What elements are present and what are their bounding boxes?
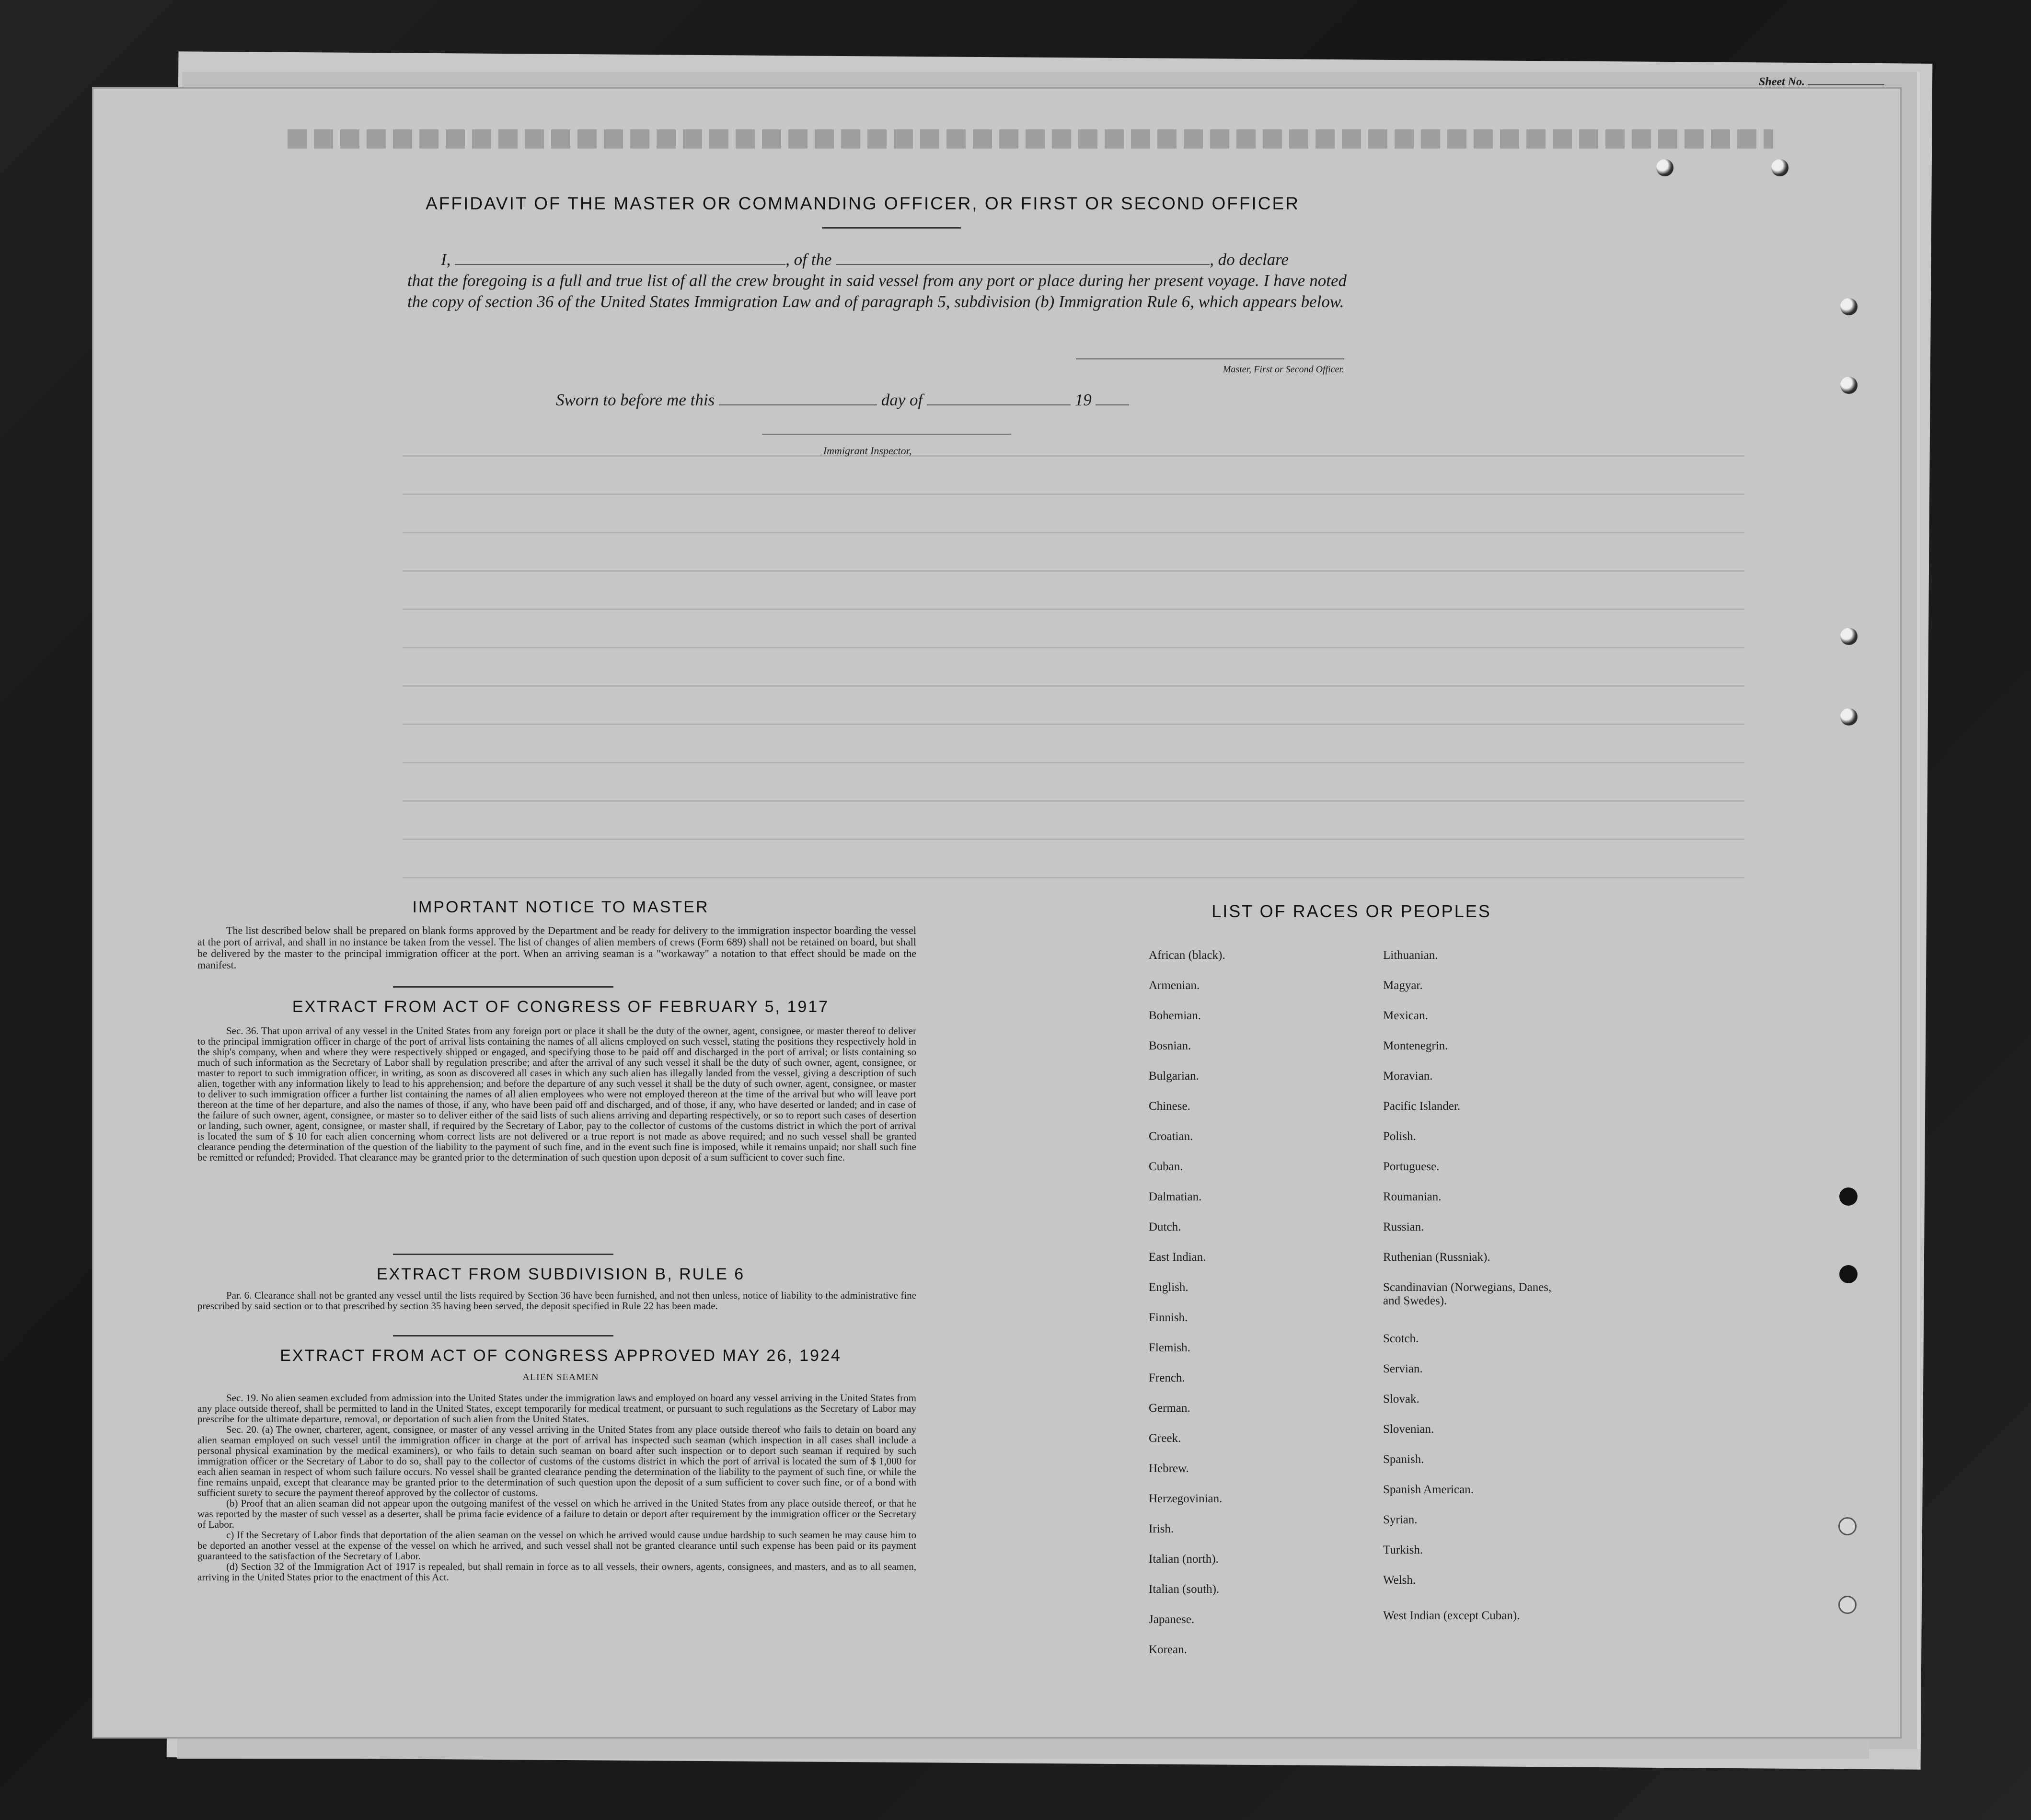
race-item: Turkish. xyxy=(1383,1544,1423,1556)
paragraph-6-text: Par. 6. Clearance shall not be granted any vessel until the lists required by Section 36 have been furnished, and not then unless, notice of liability to the administrative fine prescribed by said section or to that prescribed by section 35 having been served, the deposit specified in Rule 22 has been made. xyxy=(197,1290,916,1312)
punch-hole-icon xyxy=(1771,159,1789,176)
race-item: Chinese. xyxy=(1149,1100,1190,1113)
race-item: Flemish. xyxy=(1149,1341,1190,1354)
race-item: Italian (north). xyxy=(1149,1553,1219,1566)
race-item: Mexican. xyxy=(1383,1009,1428,1022)
race-item: Montenegrin. xyxy=(1383,1039,1448,1052)
section-36-text: Sec. 36. That upon arrival of any vessel in the United States from any foreign port or place it shall be the duty of the owner, agent, consignee, or master thereof to deliver to the principal immigration officer in charge of the port of arrival lists containing the names of all aliens employed on such vessel, stating the positions they respectively hold in the ship's company, when and where they were respectively shipped or engaged, and specifying those to be paid off and discharged in the port of arrival; or lists containing so much of such information as the Secretary of Labor shall by regulation prescribe; and after the arrival of any such vessel it shall be the duty of such owner, agent, consignee, or master to report to such immigration officer, in writing, as soon as discovered all cases in which any such alien has illegally landed from the vessel, giving a description of such alien, together with any information likely to lead to his apprehension; and before the departure of any such vessel it shall be the duty of such owner, agent, consignee, or master to deliver to such immigration officer a further list containing the names of all alien employees who were not employed thereon at the time of the arrival but who will leave port thereon at the time of her departure, and also the names of those, if any, who have been paid off and discharged, and of those, if any, who have deserted or landed; and in case of the failure of such owner, agent, consignee, or master so to deliver either of the said lists of such aliens arriving and departing respectively, or so to report such cases of desertion or landing, such owner, agent, consignee, or master shall, if required by the Secretary of Labor, pay to the collector of customs of the customs district in which the port of arrival is located the sum of $ 10 for each alien concerning whom correct lists are not delivered or a true report is not made as above required; and no such vessel shall be granted clearance pending the determination of the question of the liability to the payment of such fine, and in the event such fine is imposed, while it remains unpaid; nor shall such fine be remitted or refunded; Provided. That clearance may be granted prior to the determination of such question upon deposit of a sum sufficient to cover such fine. xyxy=(197,1025,916,1163)
notice-body: The list described below shall be prepared on blank forms approved by the Department and be ready for delivery to the immigration inspector boarding the vessel at the port of arrival, and shall in no instance be taken from the vessel. The list of changes of alien members of crews (Form 689) shall not be retained on board, but shall be delivered by the master to the principal immigration officer at the port. When an arriving seaman is a "workaway" a notation to that effect should be made on the manifest. xyxy=(197,924,916,971)
race-item: Bohemian. xyxy=(1149,1009,1201,1022)
race-item: Syrian. xyxy=(1383,1513,1418,1526)
signature-label: Master, First or Second Officer. xyxy=(1223,364,1344,375)
section-20b-text: (b) Proof that an alien seaman did not appear upon the outgoing manifest of the vessel on which he arrived in the United States from any place outside thereof, or that he was reported by the master of such vessel as a deserter, shall be prima facie evidence of a failure to detain or deport after requirement by the immigration officer or the Secretary of Labor. xyxy=(197,1497,916,1530)
race-item: Dutch. xyxy=(1149,1221,1181,1233)
section-divider xyxy=(393,1335,613,1336)
sworn-month-field[interactable] xyxy=(927,390,1071,405)
race-item: Korean. xyxy=(1149,1643,1187,1656)
signature-line[interactable] xyxy=(1076,358,1344,359)
extract-rule6-title: EXTRACT FROM SUBDIVISION B, RULE 6 xyxy=(376,1265,745,1283)
race-item: African (black). xyxy=(1149,949,1225,962)
year-prefix: 19 xyxy=(1074,391,1092,409)
section-19-text: Sec. 19. No alien seamen excluded from admission into the United States under the immigration laws and employed on board any vessel arriving in the United States from any place outside thereof, shall be permitted to land in the United States, except temporarily for medical treatment, or pursuant to such regulations as the Secretary of Labor may prescribe for the ultimate departure, removal, or deportation of such alien from the United States. xyxy=(197,1392,916,1425)
declaration-first-line xyxy=(407,249,1347,270)
race-item: Dalmatian. xyxy=(1149,1190,1202,1203)
race-item: Spanish American. xyxy=(1383,1483,1474,1496)
race-item: Polish. xyxy=(1383,1130,1416,1143)
alien-seamen-subtitle: ALIEN SEAMEN xyxy=(522,1372,599,1382)
race-item: Herzegovinian. xyxy=(1149,1492,1223,1505)
race-item: Scotch. xyxy=(1383,1332,1419,1345)
day-of-label: day of xyxy=(881,391,923,409)
extract-1924-title: EXTRACT FROM ACT OF CONGRESS APPROVED MAY 26, 1924 xyxy=(280,1347,842,1365)
punch-hole-icon xyxy=(1838,1517,1857,1535)
race-item: Croatian. xyxy=(1149,1130,1193,1143)
section-20c-text: c) If the Secretary of Labor finds that deportation of the alien seaman on the vessel on which he arrived would cause undue hardship to such seamen he may cause him to be deported an another vessel at the expense of the vessel on which he arrived, and such vessel shall not be granted clearance until such expense has been paid or its payment guaranteed to the satisfaction of the Secretary of Labor. xyxy=(197,1529,916,1562)
do-declare-label: , do declare xyxy=(1210,250,1289,269)
race-item: Finnish. xyxy=(1149,1311,1188,1324)
section-divider xyxy=(393,1254,613,1255)
of-the-label: , of the xyxy=(785,250,832,269)
punch-hole-icon xyxy=(1840,708,1858,726)
bleed-through-header xyxy=(288,129,1773,149)
section-20a-text: Sec. 20. (a) The owner, charterer, agent, consignee, or master of any vessel arriving in the United States from any place outside thereof who fails to detain on board any alien seaman employed on such vessel until the immigration officer in charge at the port of arrival has inspected such seaman (which inspection in all cases shall include a personal physical examination by the medical examiners), or who fails to detain such seaman on board after such inspection or to deport such seaman if required by such immigration officer or the Secretary of Labor to do so, shall pay to the collector of customs of the customs district in which the port of arrival is located the sum of $ 1,000 for each alien seaman in respect of whom such failure occurs. No vessel shall be granted clearance pending the determination of the liability to the payment of such fine, or while the fine remains unpaid, except that clearance may be granted prior to the determination of such question upon the deposit of a sum sufficient to cover such fine, or of a bond with sufficient surety to secure the payment thereof approved by the collector of customs. xyxy=(197,1424,916,1498)
punch-hole-icon xyxy=(1656,159,1673,176)
race-item: Bulgarian. xyxy=(1149,1070,1199,1083)
section-divider xyxy=(393,986,613,988)
sheet-number-blank xyxy=(1808,84,1884,85)
race-item: Armenian. xyxy=(1149,979,1200,992)
race-item: West Indian (except Cuban). xyxy=(1383,1609,1520,1622)
affidavit-title: AFFIDAVIT OF THE MASTER OR COMMANDING OFFICER, OR FIRST OR SECOND OFFICER xyxy=(426,194,1300,213)
race-item: Slovak. xyxy=(1383,1393,1419,1405)
punch-hole-icon xyxy=(1839,1187,1858,1206)
race-item: Hebrew. xyxy=(1149,1462,1189,1475)
sheet-number-field xyxy=(1759,76,1884,89)
extract-1924-body xyxy=(197,1393,916,1582)
race-item: Welsh. xyxy=(1383,1574,1416,1587)
notice-title: IMPORTANT NOTICE TO MASTER xyxy=(412,898,709,916)
race-item: Lithuanian. xyxy=(1383,949,1438,962)
race-item: Moravian. xyxy=(1383,1070,1433,1083)
punch-hole-icon xyxy=(1838,1596,1857,1614)
race-item: German. xyxy=(1149,1402,1190,1415)
declarant-name-field[interactable] xyxy=(455,250,785,265)
race-item: Magyar. xyxy=(1383,979,1423,992)
sworn-year-field[interactable] xyxy=(1096,390,1129,405)
race-item: Portuguese. xyxy=(1383,1160,1440,1173)
race-item: Spanish. xyxy=(1383,1453,1424,1466)
race-item: Cuban. xyxy=(1149,1160,1183,1173)
extract-1917-title: EXTRACT FROM ACT OF CONGRESS OF FEBRUARY 5, 1917 xyxy=(292,998,830,1016)
race-item: Irish. xyxy=(1149,1522,1174,1535)
race-item: French. xyxy=(1149,1371,1185,1384)
race-item: English. xyxy=(1149,1281,1189,1294)
vessel-name-field[interactable] xyxy=(836,250,1210,265)
race-item: Italian (south). xyxy=(1149,1583,1220,1596)
race-item: East Indian. xyxy=(1149,1251,1206,1264)
inspector-signature-line[interactable] xyxy=(762,434,1011,435)
punch-hole-icon xyxy=(1840,298,1858,315)
inspector-label: Immigrant Inspector, xyxy=(823,445,912,457)
punch-hole-icon xyxy=(1839,1265,1858,1283)
race-item: Scandinavian (Norwegians, Danes, and Swedes). xyxy=(1383,1281,1552,1307)
race-item: Ruthenian (Russniak). xyxy=(1383,1251,1490,1264)
race-item: Slovenian. xyxy=(1383,1423,1434,1436)
race-item: Bosnian. xyxy=(1149,1039,1191,1052)
race-item: Japanese. xyxy=(1149,1613,1195,1626)
bleed-through-rows xyxy=(403,422,1744,901)
race-item: Servian. xyxy=(1383,1362,1423,1375)
declaration-text: that the foregoing is a full and true list of all the crew brought in said vessel from any port or place during her present voyage. I have noted the copy of section 36 of the United States Immigration Law and of paragraph 5, subdivision (b) Immigration Rule 6, which appears below. xyxy=(407,271,1347,311)
sheet-number-label: Sheet No. xyxy=(1759,76,1805,88)
extract-1917-body xyxy=(197,1025,916,1163)
affidavit-declaration xyxy=(407,249,1347,312)
races-title: LIST OF RACES OR PEOPLES xyxy=(1212,901,1491,921)
race-item: Russian. xyxy=(1383,1221,1424,1233)
title-divider xyxy=(822,227,961,229)
sworn-prefix: Sworn to before me this xyxy=(556,391,715,409)
sworn-statement xyxy=(556,390,1129,410)
section-20d-text: (d) Section 32 of the Immigration Act of 1917 is repealed, but shall remain in force as to all vessels, their owners, agents, consignees, and masters, and as to all seamen, arriving in the United States prior to the enactment of this Act. xyxy=(197,1561,916,1583)
race-item: Roumanian. xyxy=(1383,1190,1442,1203)
extract-rule6-body xyxy=(197,1290,916,1311)
declarant-prefix: I, xyxy=(441,250,451,269)
sworn-day-field[interactable] xyxy=(719,390,877,405)
race-item: Pacific Islander. xyxy=(1383,1100,1461,1113)
punch-hole-icon xyxy=(1840,377,1858,394)
punch-hole-icon xyxy=(1840,628,1858,645)
race-item: Greek. xyxy=(1149,1432,1181,1445)
